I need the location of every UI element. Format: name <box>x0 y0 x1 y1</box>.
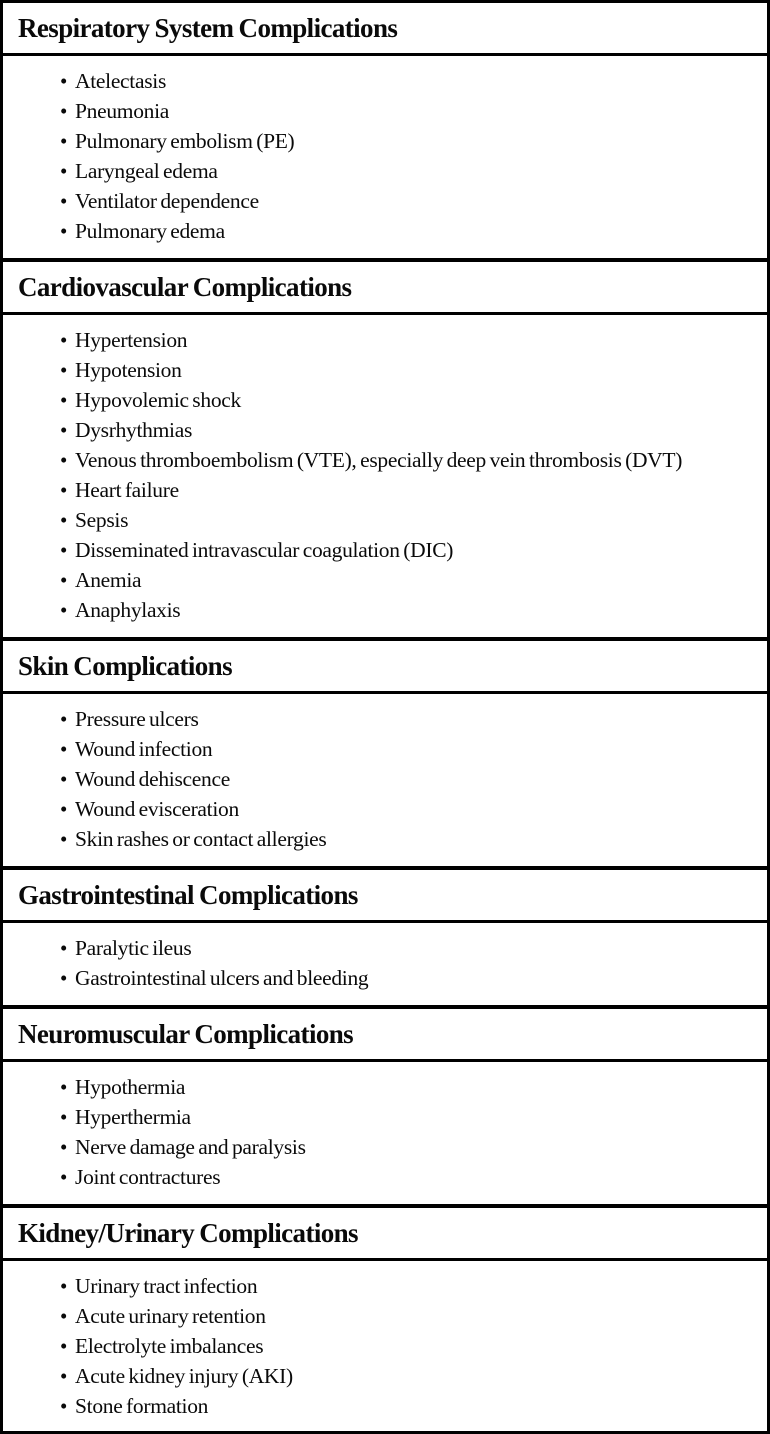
list-item <box>60 1331 761 1361</box>
bullet-icon: • <box>60 598 68 622</box>
section-list <box>3 56 767 262</box>
list-item <box>60 415 761 445</box>
list-item-text: Stone formation <box>75 1394 209 1418</box>
section-header <box>3 1009 767 1062</box>
list-item-text: Gastrointestinal ulcers and bleeding <box>75 966 369 990</box>
list-item-text: Pneumonia <box>75 99 170 123</box>
list-item <box>60 66 761 96</box>
list-item-text: Acute urinary retention <box>75 1304 266 1328</box>
list-item-text: Acute kidney injury (AKI) <box>75 1364 293 1388</box>
bullet-icon: • <box>60 478 68 502</box>
section-title: Respiratory System Complications <box>18 13 398 43</box>
list-item-text: Pressure ulcers <box>75 707 199 731</box>
list-item <box>60 445 761 475</box>
bullet-icon: • <box>60 1274 68 1298</box>
list-item-text: Paralytic ileus <box>75 936 192 960</box>
list-item <box>60 1271 761 1301</box>
bullet-icon: • <box>60 568 68 592</box>
list-item <box>60 186 761 216</box>
bullet-icon: • <box>60 966 68 990</box>
bullet-icon: • <box>60 936 68 960</box>
list-item-text: Wound evisceration <box>75 797 239 821</box>
list-item-text: Heart failure <box>75 478 179 502</box>
list-item-text: Anemia <box>75 568 142 592</box>
section-list <box>3 315 767 641</box>
bullet-icon: • <box>60 418 68 442</box>
list-item <box>60 794 761 824</box>
section-title: Neuromuscular Complications <box>18 1019 354 1049</box>
bullet-icon: • <box>60 508 68 532</box>
list-item-text: Urinary tract infection <box>75 1274 258 1298</box>
section-header <box>3 3 767 56</box>
list-item <box>60 565 761 595</box>
section-title: Skin Complications <box>18 651 233 681</box>
bullet-icon: • <box>60 1304 68 1328</box>
bullet-icon: • <box>60 99 68 123</box>
list-item <box>60 963 761 993</box>
section-kidney-urinary <box>3 1208 767 1433</box>
bullet-icon: • <box>60 1165 68 1189</box>
bullet-icon: • <box>60 1394 68 1418</box>
bullet-icon: • <box>60 189 68 213</box>
section-list <box>3 923 767 1009</box>
bullet-icon: • <box>60 328 68 352</box>
list-item-text: Nerve damage and paralysis <box>75 1135 306 1159</box>
bullet-icon: • <box>60 767 68 791</box>
section-header <box>3 262 767 315</box>
section-list <box>3 1261 767 1433</box>
section-skin <box>3 641 767 870</box>
list-item-text: Hypotension <box>75 358 182 382</box>
section-header <box>3 870 767 923</box>
list-item <box>60 734 761 764</box>
bullet-icon: • <box>60 827 68 851</box>
list-item-text: Skin rashes or contact allergies <box>75 827 327 851</box>
bullet-icon: • <box>60 159 68 183</box>
bullet-icon: • <box>60 797 68 821</box>
list-item <box>60 1072 761 1102</box>
list-item <box>60 1361 761 1391</box>
list-item <box>60 824 761 854</box>
list-item <box>60 216 761 246</box>
list-item <box>60 96 761 126</box>
list-item-text: Hypothermia <box>75 1075 186 1099</box>
list-item <box>60 156 761 186</box>
list-item-text: Hypovolemic shock <box>75 388 241 412</box>
list-item <box>60 704 761 734</box>
list-item <box>60 355 761 385</box>
list-item-text: Pulmonary edema <box>75 219 225 243</box>
list-item <box>60 933 761 963</box>
list-item-text: Pulmonary embolism (PE) <box>75 129 295 153</box>
bullet-icon: • <box>60 1105 68 1129</box>
bullet-icon: • <box>60 707 68 731</box>
list-item <box>60 1301 761 1331</box>
bullet-icon: • <box>60 358 68 382</box>
list-item-text: Joint contractures <box>75 1165 221 1189</box>
list-item-text: Electrolyte imbalances <box>75 1334 264 1358</box>
section-gastrointestinal <box>3 870 767 1009</box>
bullet-icon: • <box>60 1364 68 1388</box>
list-item-text: Dysrhythmias <box>75 418 193 442</box>
list-item <box>60 385 761 415</box>
list-item-text: Hypertension <box>75 328 188 352</box>
list-item <box>60 535 761 565</box>
bullet-icon: • <box>60 388 68 412</box>
bullet-icon: • <box>60 1334 68 1358</box>
section-title: Gastrointestinal Complications <box>18 880 358 910</box>
section-title: Cardiovascular Complications <box>18 272 352 302</box>
list-item-text: Ventilator dependence <box>75 189 259 213</box>
list-item <box>60 1132 761 1162</box>
list-item-text: Wound dehiscence <box>75 767 230 791</box>
list-item <box>60 1162 761 1192</box>
section-respiratory <box>3 3 767 262</box>
list-item-text: Atelectasis <box>75 69 167 93</box>
list-item-text: Laryngeal edema <box>75 159 218 183</box>
list-item <box>60 595 761 625</box>
bullet-icon: • <box>60 69 68 93</box>
list-item <box>60 126 761 156</box>
bullet-icon: • <box>60 1075 68 1099</box>
list-item-text: Anaphylaxis <box>75 598 181 622</box>
list-item <box>60 475 761 505</box>
list-item-text: Wound infection <box>75 737 213 761</box>
bullet-icon: • <box>60 448 68 472</box>
section-cardiovascular <box>3 262 767 641</box>
section-title: Kidney/Urinary Complications <box>18 1218 358 1248</box>
list-item <box>60 505 761 535</box>
section-list <box>3 1062 767 1208</box>
bullet-icon: • <box>60 538 68 562</box>
list-item-text: Hyperthermia <box>75 1105 191 1129</box>
list-item <box>60 325 761 355</box>
section-header <box>3 641 767 694</box>
section-neuromuscular <box>3 1009 767 1208</box>
list-item <box>60 1391 761 1421</box>
list-item-text: Sepsis <box>75 508 129 532</box>
list-item <box>60 764 761 794</box>
bullet-icon: • <box>60 1135 68 1159</box>
list-item-text: Venous thromboembolism (VTE), especially deep vein thrombosis (DVT) <box>75 448 683 472</box>
section-header <box>3 1208 767 1261</box>
bullet-icon: • <box>60 737 68 761</box>
bullet-icon: • <box>60 219 68 243</box>
section-list <box>3 694 767 870</box>
list-item-text: Disseminated intravascular coagulation (DIC) <box>75 538 454 562</box>
bullet-icon: • <box>60 129 68 153</box>
list-item <box>60 1102 761 1132</box>
